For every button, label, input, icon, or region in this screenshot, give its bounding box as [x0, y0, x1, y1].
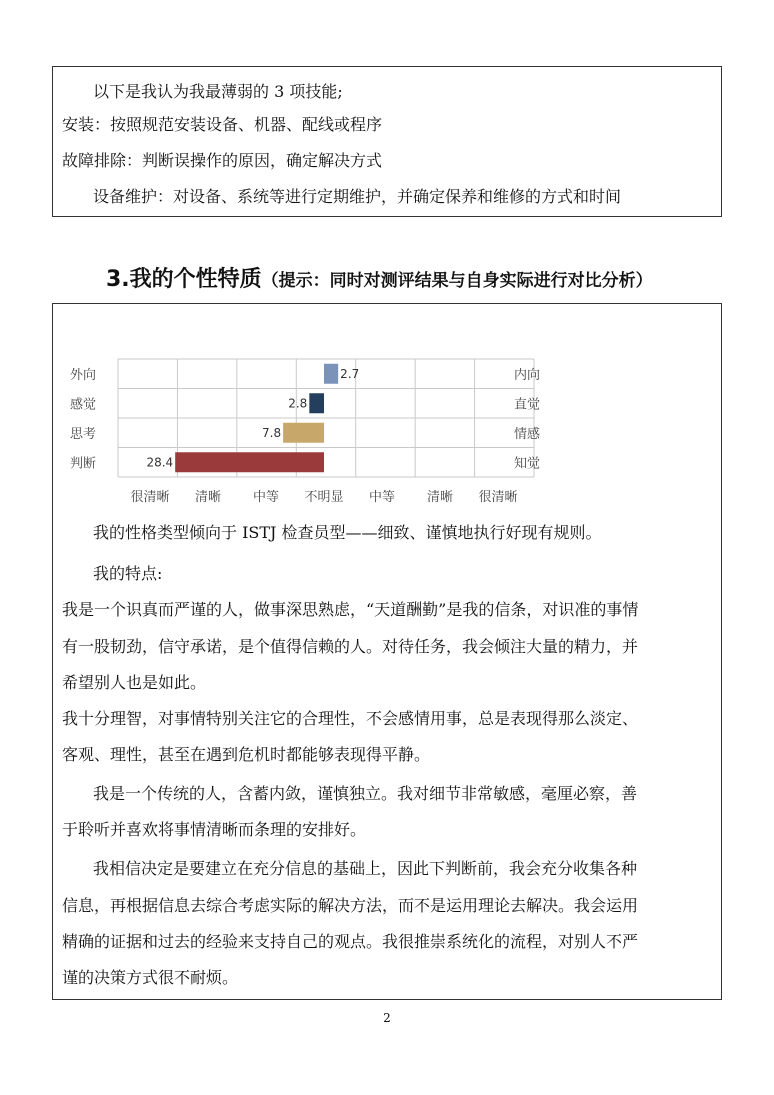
- para1-line3: 希望别人也是如此。: [62, 673, 207, 692]
- para4-line4: 谨的决策方式很不耐烦。: [62, 968, 239, 987]
- x-tick-label: 不明显: [304, 490, 344, 505]
- bar-2: [283, 423, 324, 443]
- personality-chart: [66, 355, 540, 515]
- left-category-label: 思考: [70, 426, 97, 442]
- type-summary: 我的性格类型倾向于 ISTJ 检查员型——细致、谨慎地执行好现有规则。: [93, 523, 602, 542]
- para2-line2: 客观、理性，甚至在遇到危机时都能够表现得平静。: [62, 745, 431, 764]
- bar-1: [309, 393, 324, 413]
- x-tick-label: 中等: [252, 490, 280, 505]
- page-number: 2: [383, 1011, 391, 1025]
- right-category-label: 直觉: [513, 397, 540, 413]
- x-tick-label: 很清晰: [478, 490, 518, 505]
- x-tick-label: 清晰: [426, 490, 454, 505]
- x-tick-label: 很清晰: [130, 490, 170, 505]
- para1-line2: 有一股韧劲，信守承诺，是个值得信赖的人。对待任务，我会倾注大量的精力，并: [62, 637, 639, 656]
- left-category-label: 判断: [70, 456, 97, 472]
- skills-intro: 以下是我认为我最薄弱的 3 项技能;: [93, 82, 343, 101]
- x-tick-label: 清晰: [194, 490, 222, 505]
- right-category-label: 情感: [513, 426, 540, 442]
- skill-maintenance: 设备维护：对设备、系统等进行定期维护，并确定保养和维修的方式和时间: [93, 187, 622, 206]
- right-category-label: 知觉: [513, 456, 540, 472]
- traits-heading: 我的特点:: [93, 564, 163, 583]
- section-heading: [106, 262, 653, 293]
- section-hint: （提示：同时对测评结果与自身实际进行对比分析）: [261, 271, 653, 291]
- section-title: 3.我的个性特质: [106, 267, 262, 292]
- skill-install: 安装：按照规范安装设备、机器、配线或程序: [62, 115, 383, 134]
- left-category-label: 外向: [70, 367, 97, 383]
- bar-value-label: 2.7: [340, 366, 360, 381]
- para3-line1: 我是一个传统的人，含蓄内敛，谨慎独立。我对细节非常敏感，毫厘必察，善: [93, 784, 638, 803]
- x-tick-label: 中等: [368, 490, 396, 505]
- bar-3: [175, 452, 324, 472]
- bar-value-label: 2.8: [288, 396, 308, 411]
- skill-troubleshoot: 故障排除：判断误操作的原因，确定解决方式: [62, 151, 383, 170]
- left-category-label: 感觉: [70, 397, 97, 413]
- bar-value-label: 28.4: [146, 455, 174, 470]
- para4-line3: 精确的证据和过去的经验来支持自己的观点。我很推崇系统化的流程，对别人不严: [62, 932, 639, 951]
- para1-line1: 我是一个识真而严谨的人，做事深思熟虑，“天道酬勤”是我的信条，对识准的事情: [62, 600, 639, 619]
- para4-line1: 我相信决定是要建立在充分信息的基础上，因此下判断前，我会充分收集各种: [93, 859, 638, 878]
- bar-0: [324, 364, 338, 384]
- para4-line2: 信息，再根据信息去综合考虑实际的解决方法，而不是运用理论去解决。我会运用: [62, 896, 639, 915]
- right-category-label: 内向: [513, 367, 540, 383]
- para3-line2: 于聆听并喜欢将事情清晰而条理的安排好。: [62, 820, 367, 839]
- bar-value-label: 7.8: [262, 425, 282, 440]
- para2-line1: 我十分理智，对事情特别关注它的合理性，不会感情用事，总是表现得那么淡定、: [62, 709, 639, 728]
